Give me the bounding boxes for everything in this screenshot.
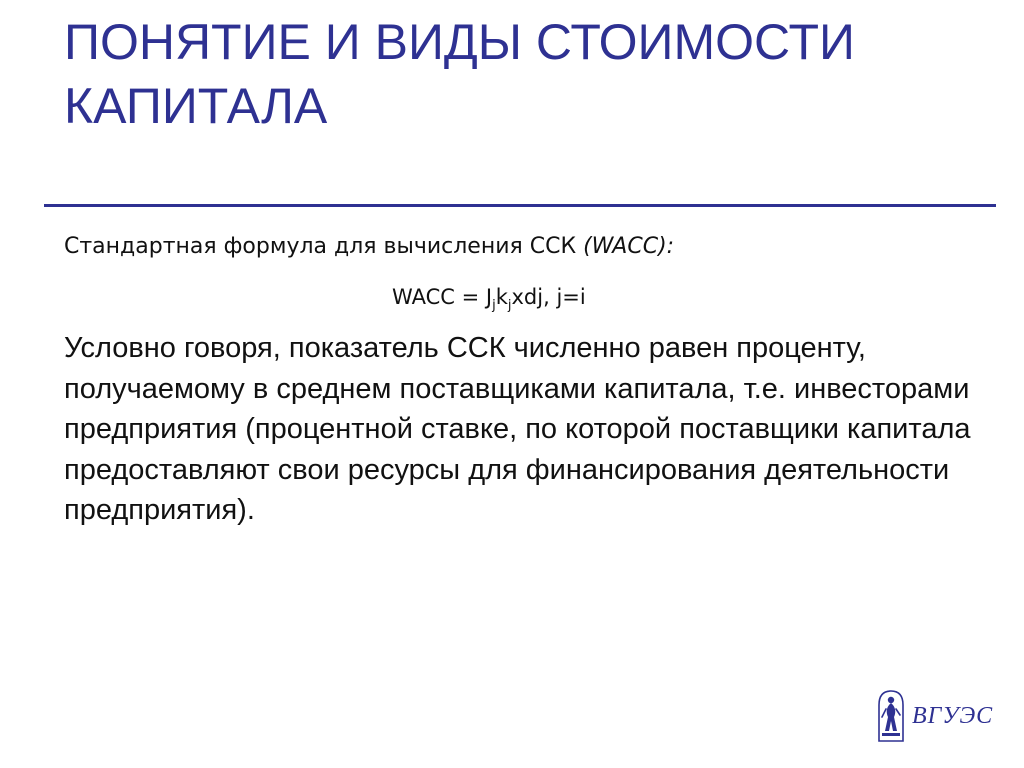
logo-text: ВГУЭС — [912, 702, 994, 729]
university-logo — [876, 688, 1000, 744]
formula-subscript-2: j — [507, 298, 512, 313]
formula-intro — [64, 232, 674, 262]
statue-emblem-icon — [876, 689, 906, 743]
formula-subscript-1: j — [492, 298, 496, 313]
body-paragraph: Условно говоря, показатель ССК численно равен проценту, получаемому в среднем поставщиками капитала, т.е. инвесторами предприятия (процентной ставке, по которой поставщики капитала предоставляют свои ресурсы для финансирования деятельности предприятия). — [64, 332, 971, 526]
slide-title — [64, 10, 1004, 138]
wacc-formula — [392, 282, 586, 312]
formula-part-2: k — [495, 285, 508, 309]
slide-title-line-2: КАПИТАЛА — [64, 78, 328, 134]
formula-intro-abbreviation: (WACC): — [583, 234, 675, 259]
formula-part-3: xdj, j=i — [511, 285, 586, 309]
slide-title-line-1: ПОНЯТИЕ И ВИДЫ СТОИМОСТИ — [64, 14, 855, 70]
formula-part-1: WACC = J — [392, 285, 493, 309]
title-divider — [44, 204, 996, 207]
formula-intro-text: Стандартная формула для вычисления ССК — [64, 234, 584, 259]
